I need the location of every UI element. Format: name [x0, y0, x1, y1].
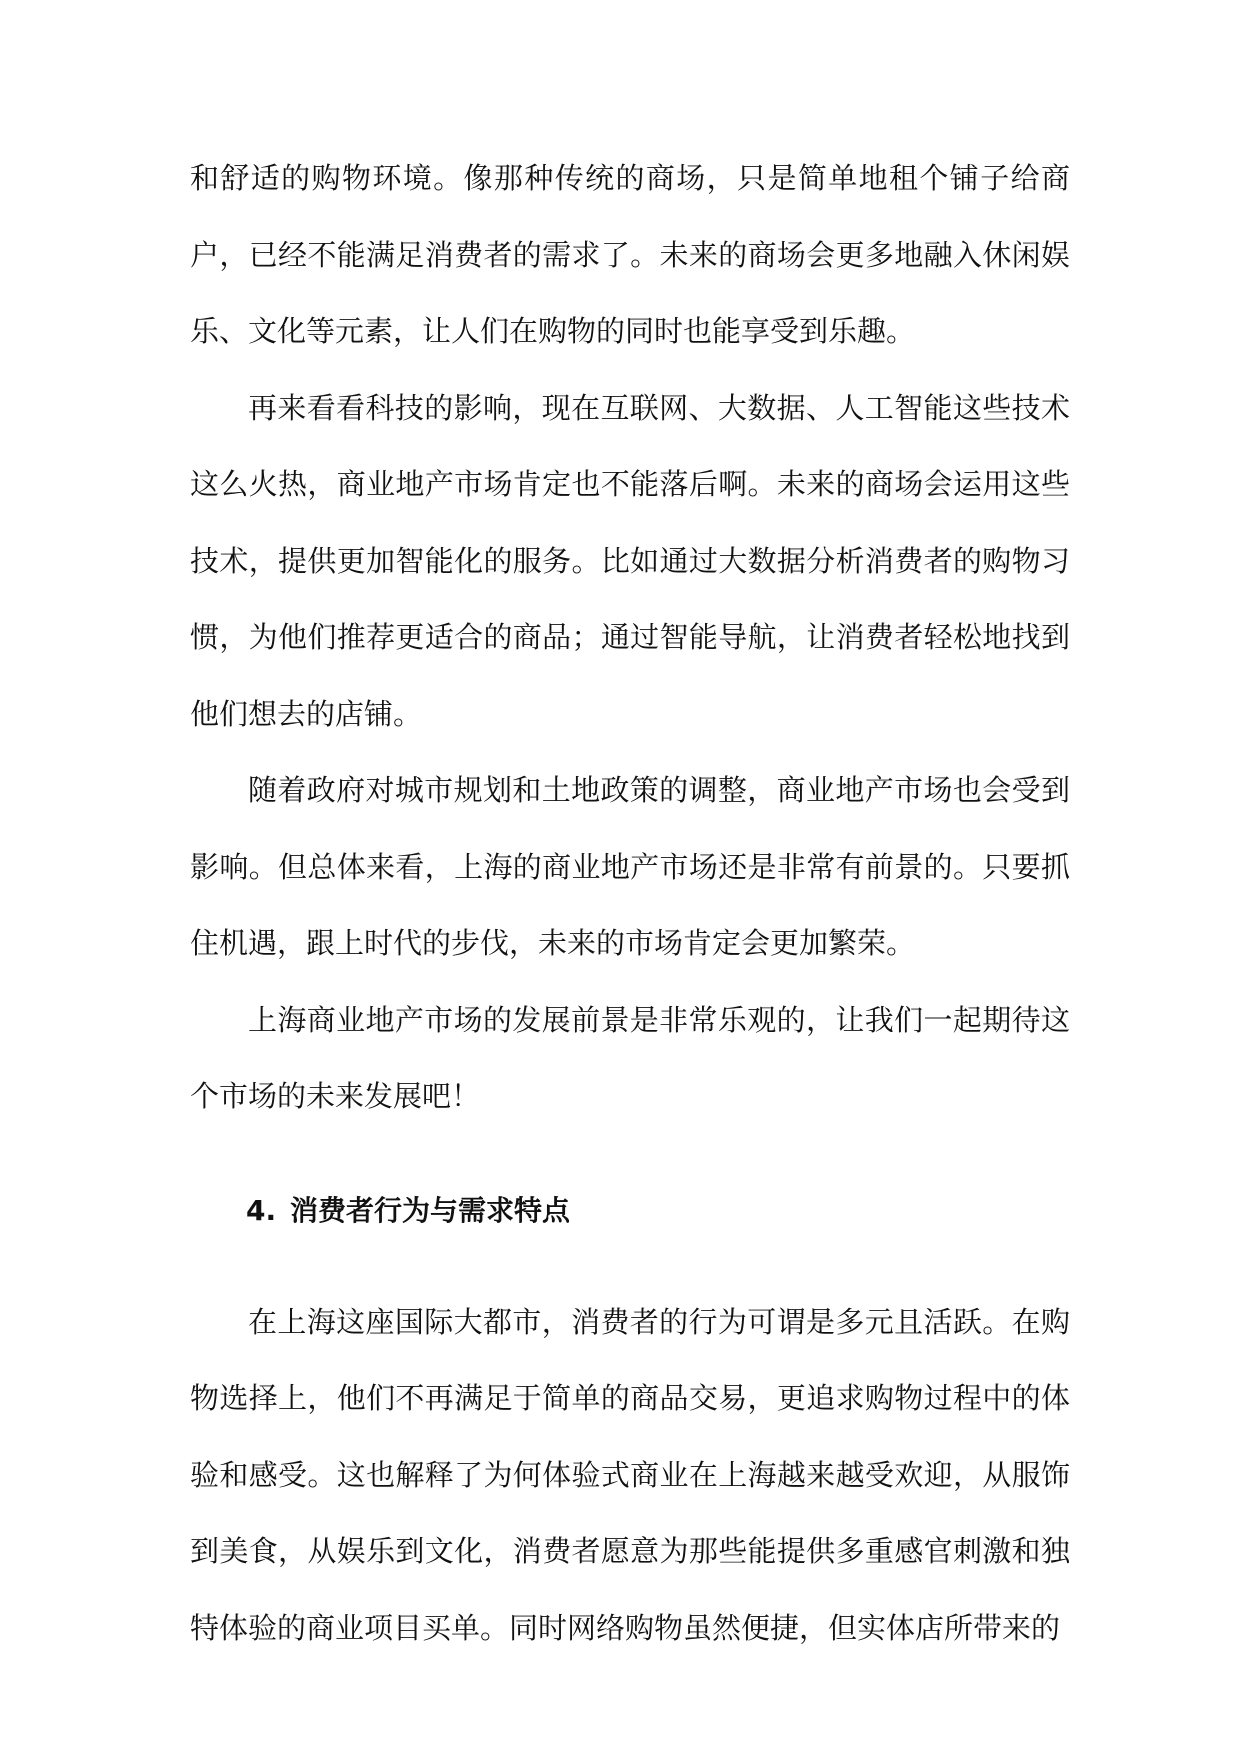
paragraph-market-outlook: 上海商业地产市场的发展前景是非常乐观的，让我们一起期待这个市场的未来发展吧！	[190, 1002, 1070, 1113]
document-body	[190, 140, 1070, 1666]
paragraph-shopping-environment: 和舒适的购物环境。像那种传统的商场，只是简单地租个铺子给商户，已经不能满足消费者的需求了。未来的商场会更多地融入休闲娱乐、文化等元素，让人们在购物的同时也能享受到乐趣。	[190, 161, 1070, 348]
paragraph-consumer-behavior: 在上海这座国际大都市，消费者的行为可谓是多元且活跃。在购物选择上，他们不再满足于简单的商品交易，更追求购物过程中的体验和感受。这也解释了为何体验式商业在上海越来越受欢迎，从服饰到美食，从娱乐到文化，消费者愿意为那些能提供多重感官刺激和独特体验的商业项目买单。同时网络购物虽然便捷，但实体店所带来的	[190, 1304, 1070, 1645]
paragraph-policy-impact: 随着政府对城市规划和土地政策的调整，商业地产市场也会受到影响。但总体来看，上海的商业地产市场还是非常有前景的。只要抓住机遇，跟上时代的步伐，未来的市场肯定会更加繁荣。	[190, 773, 1070, 960]
section-heading	[190, 1135, 1070, 1284]
section-title: 消费者行为与需求特点	[290, 1193, 571, 1227]
section-number: 4.	[246, 1193, 277, 1227]
paragraph-technology-impact: 再来看看科技的影响，现在互联网、大数据、人工智能这些技术这么火热，商业地产市场肯定也不能落后啊。未来的商场会运用这些技术，提供更加智能化的服务。比如通过大数据分析消费者的购物习惯，为他们推荐更适合的商品；通过智能导航，让消费者轻松地找到他们想去的店铺。	[190, 390, 1070, 731]
